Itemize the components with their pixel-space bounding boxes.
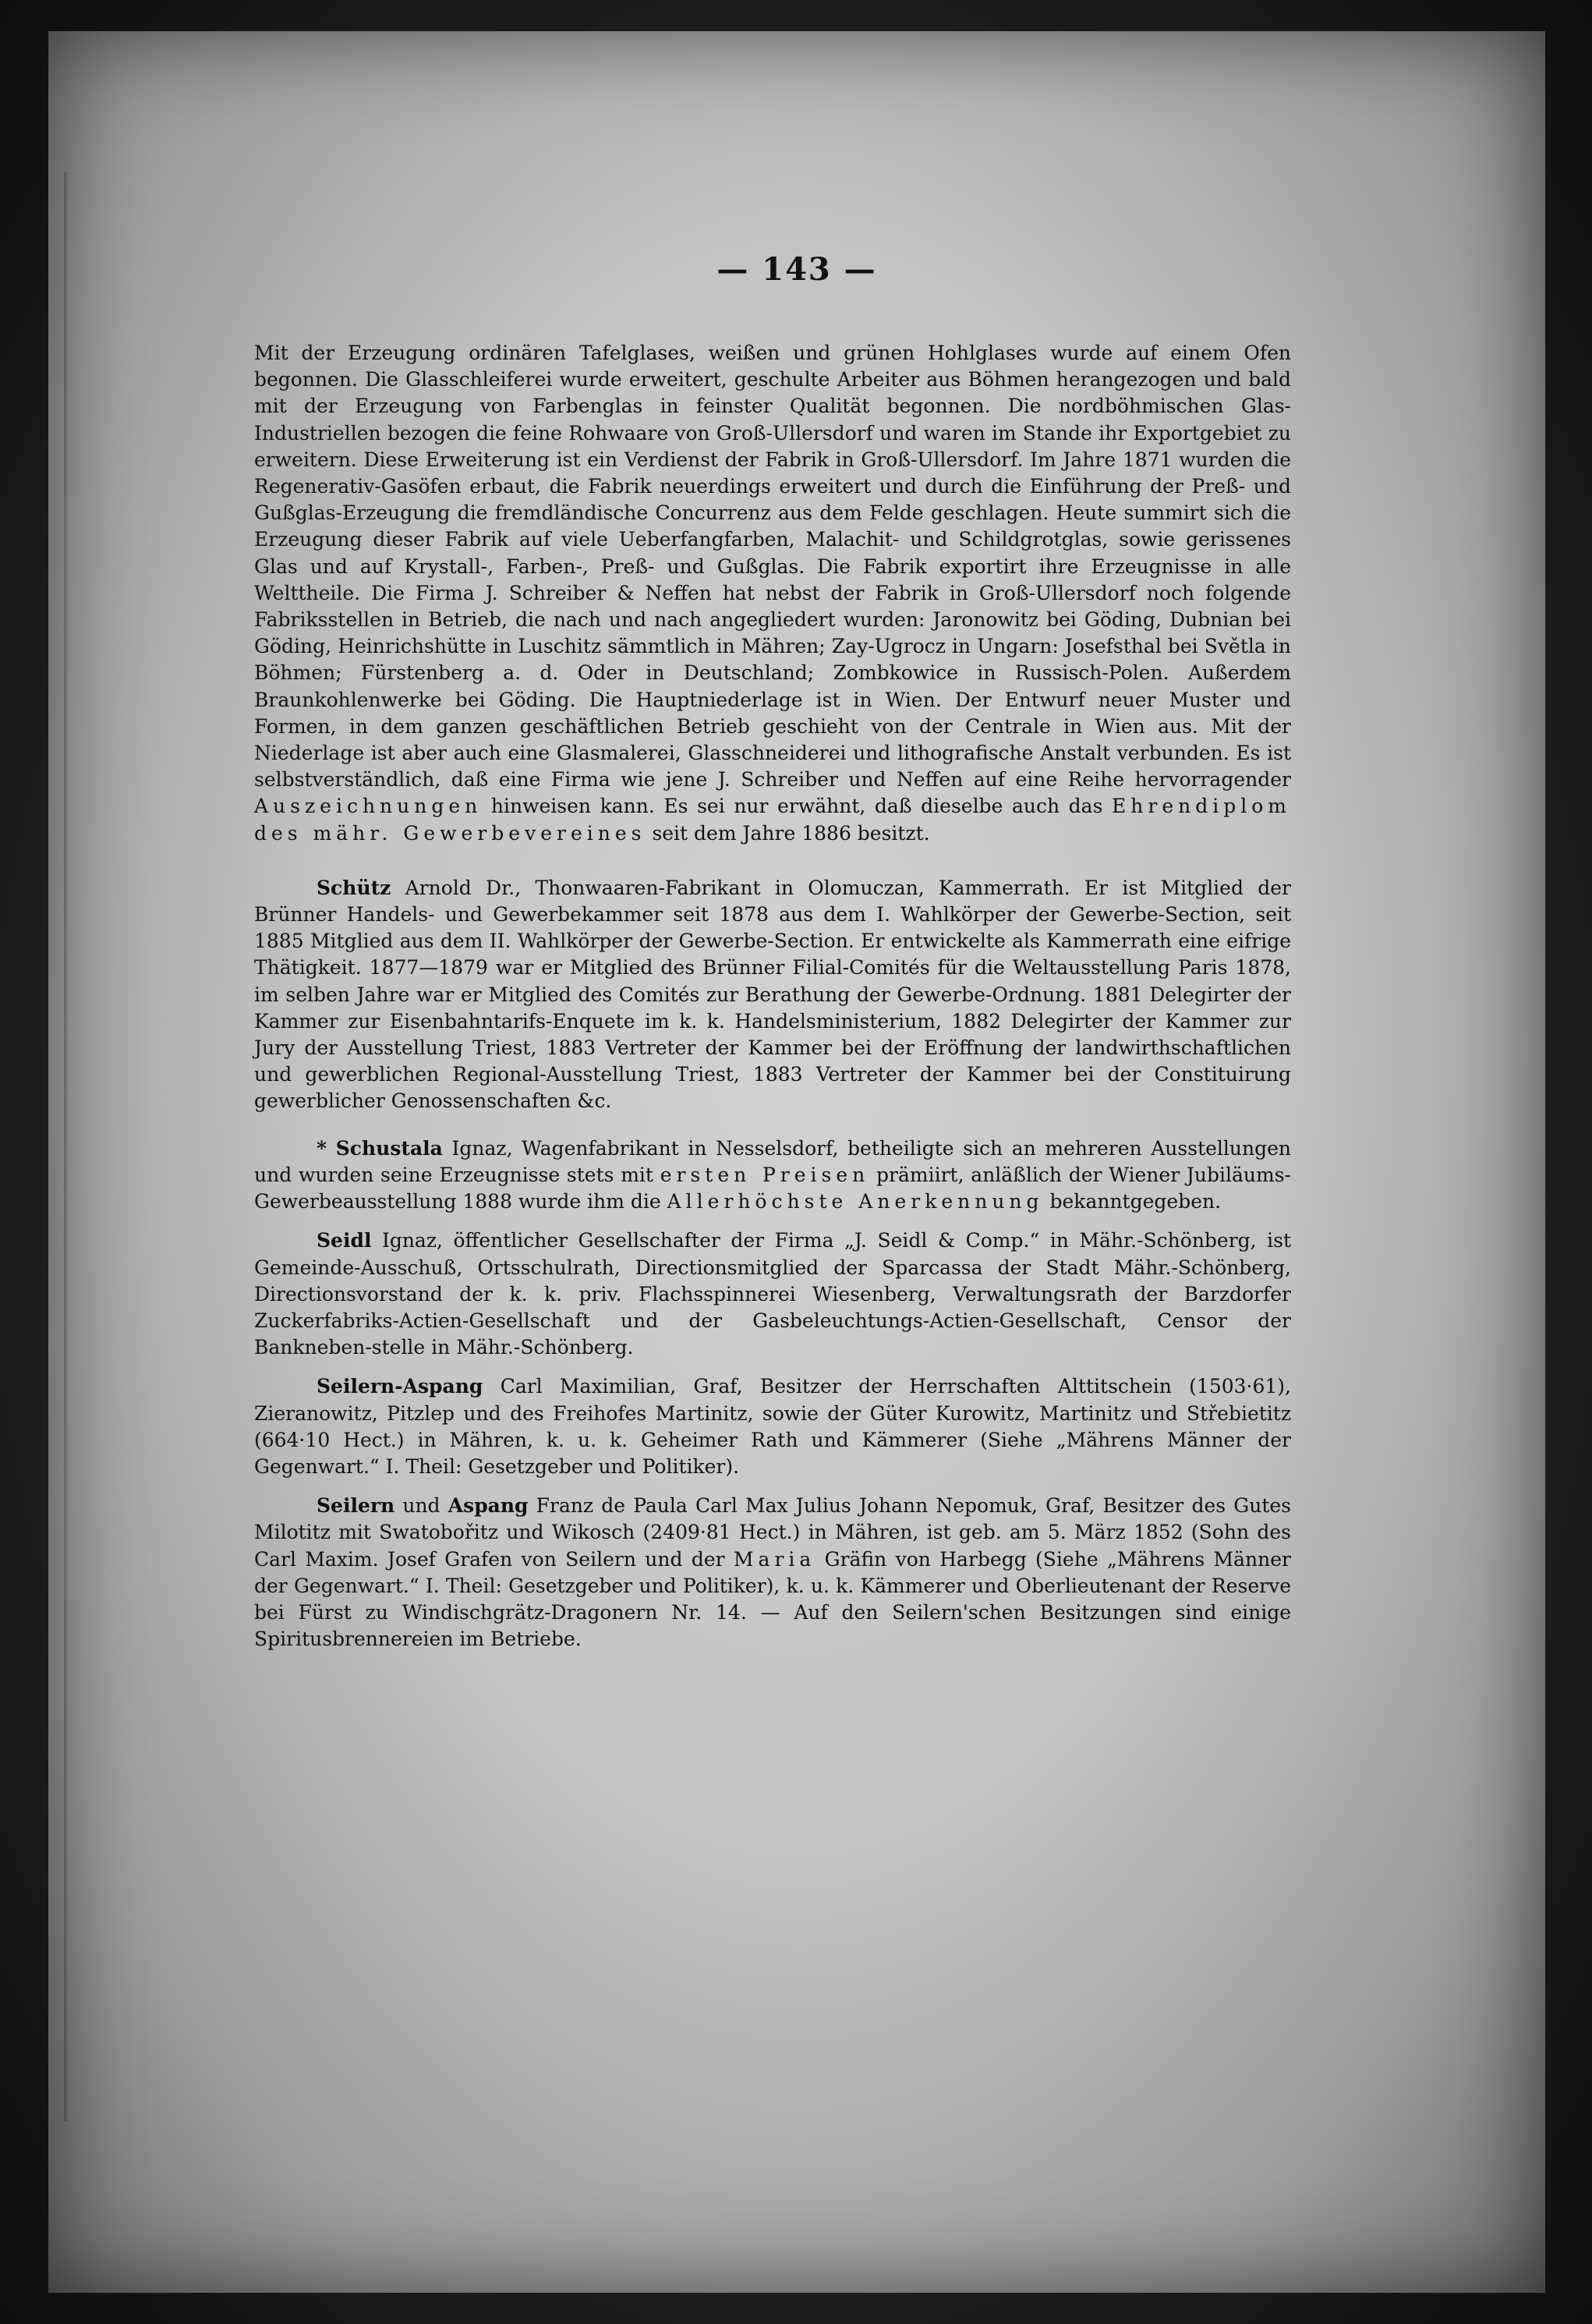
- entry-asterisk: *: [317, 1136, 327, 1160]
- entry-name: Seilern: [317, 1494, 395, 1518]
- entry-text: Gräfin von Harbegg (Siehe „Mährens Männer der Gegenwart.“ I. Theil: Gesetzgeber und Politiker), k. u. k. Kämmerer und Oberlieutenant der Reserve bei Fürst zu Windischgrätz-Dragonern Nr. 14. — Auf den Seilern'schen Besitzungen sind einige Spiritusbrennereien im Betriebe.: [254, 1547, 1292, 1651]
- paragraph-text: hinweisen kann. Es sei nur erwähnt, daß dieselbe auch das: [490, 795, 1103, 818]
- page-fold-shadow: [64, 172, 69, 2121]
- spaced-emphasis: ersten Preisen: [660, 1163, 870, 1186]
- entry-text: Franz de Paula Carl Max Julius Johann Nepomuk, Graf, Besitzer des Gutes Milotitz mit Swatobořitz und Wikosch (2409·81 Hect.) in Mähren, ist geb. am 5. März 1852 (Sohn des Carl Maxim. Josef Grafen von Seilern und der: [254, 1494, 1291, 1571]
- entry-name: Schustala: [335, 1136, 443, 1160]
- entry-text: Ignaz, Wagenfabrikant in Nesselsdorf, betheiligte sich an mehreren Ausstellungen und wurden seine Erzeugnisse stets mit: [254, 1136, 1291, 1186]
- paragraph-text: Mit der Erzeugung ordinären Tafelglases, weißen und grünen Hohlglases wurde auf einem Ofen begonnen. Die Glasschleiferei wurde erweitert, geschulte Arbeiter aus Böhmen herangezogen und bald mit der Erzeugung von Farbenglas in feinster Qualität begonnen. Die nordböhmischen Glas-Industriellen bezogen die feine Rohwaare von Groß-Ullersdorf und waren im Stande ihr Exportgebiet zu erweitern. Diese Erweiterung ist ein Verdienst der Fabrik in Groß-Ullersdorf. Im Jahre 1871 wurden die Regenerativ-Gasöfen erbaut, die Fabrik neuerdings erweitert und durch die Einführung der Preß- und Gußglas-Erzeugung die fremdländische Concurrenz aus dem Felde geschlagen. Heute summirt sich die Erzeugung dieser Fabrik auf viele Ueberfangfarben, Malachit- und Schildgrotglas, sowie gerissenes Glas und auf Krystall-, Farben-, Preß- und Gußglas. Die Fabrik exportirt ihre Erzeugnisse in alle Welttheile. Die Firma J. Schreiber & Neffen hat nebst der Fabrik in Groß-Ullersdorf noch folgende Fabriksstellen in Betrieb, die nach und nach angegliedert wurden: Jaronowitz bei Göding, Dubnian bei Göding, Heinrichshütte in Luschitz sämmtlich in Mähren; Zay-Ugrocz in Ungarn: Josefsthal bei Světla in Böhmen; Fürstenberg a. d. Oder in Deutschland; Zombkowice in Russisch-Polen. Außerdem Braunkohlenwerke bei Göding. Die Hauptniederlage ist in Wien. Der Entwurf neuer Muster und Formen, in dem ganzen geschäftlichen Betrieb geschieht von der Centrale in Wien aus. Mit der Niederlage ist aber auch eine Glasmalerei, Glasschneiderei und lithografische Anstalt verbunden. Es ist selbstverständlich, daß eine Firma wie jene J. Schreiber und Neffen auf eine Reihe hervorragender: [254, 342, 1291, 792]
- entry-text: Ignaz, öffentlicher Gesellschafter der Firma „J. Seidl & Comp.“ in Mähr.-Schönberg, ist Gemeinde-Ausschuß, Ortsschulrath, Directionsmitglied der Sparcassa der Stadt Mähr.-Schönberg, Directionsvorstand der k. k. priv. Flachsspinnerei Wiesenberg, Verwaltungsrath der Barzdorfer Zuckerfabriks-Actien-Gesellschaft und der Gasbeleuchtungs-Actien-Gesellschaft, Censor der Bankneben-stelle in Mähr.-Schönberg.: [254, 1229, 1291, 1359]
- spaced-emphasis: Allerhöchste Anerkennung: [667, 1190, 1044, 1213]
- page-number: — 143 —: [716, 251, 877, 288]
- entry-text: Arnold Dr., Thonwaaren-Fabrikant in Olomuczan, Kammerrath. Er ist Mitglied der Brünner Handels- und Gewerbekammer seit 1878 aus dem I. Wahlkörper der Gewerbe-Section, seit 1885 Mitglied aus dem II. Wahlkörper der Gewerbe-Section. Er entwickelte als Kammerrath eine eifrige Thätigkeit. 1877—1879 war er Mitglied des Brünner Filial-Comités für die Weltausstellung Paris 1878, im selben Jahre war er Mitglied des Comités zur Berathung der Gewerbe-Ordnung. 1881 Delegirter der Kammer zur Eisenbahntarifs-Enquete im k. k. Handelsministerium, 1882 Delegirter der Kammer zur Jury der Ausstellung Triest, 1883 Vertreter der Kammer bei der Eröffnung der landwirthschaftlichen und gewerblichen Regional-Ausstellung Triest, 1883 Vertreter der Kammer bei der Constituirung gewerblicher Genossenschaften &c.: [254, 876, 1291, 1113]
- entry-name: Seilern-Aspang: [317, 1375, 483, 1398]
- paragraph-text: seit dem Jahre 1886 besitzt.: [652, 821, 930, 845]
- book-page: [48, 31, 1545, 2293]
- spaced-emphasis: Ehrendiplom des mähr. Gewerbevereines: [254, 795, 1291, 845]
- spaced-emphasis: Auszeichnungen: [254, 795, 483, 818]
- entry-text: Carl Maximilian, Graf, Besitzer der Herrschaften Alttitschein (1503·61), Zieranowitz, Pitzlep und des Freihofes Martinitz, sowie der Güter Kurowitz, Martinitz und Střebietitz (664·10 Hect.) in Mähren, k. u. k. Geheimer Rath und Kämmerer (Siehe „Mährens Männer der Gegenwart.“ I. Theil: Gesetzgeber und Politiker).: [254, 1375, 1292, 1478]
- spaced-emphasis: Maria: [733, 1547, 816, 1571]
- entry-seilern-aspang-carl: [254, 1373, 1291, 1480]
- entry-text: prämiirt, anläßlich der Wiener Jubiläums-Gewerbeausstellung 1888 wurde ihm die: [254, 1163, 1291, 1213]
- entry-schustala: [254, 1135, 1291, 1216]
- entry-name: Seidl: [317, 1229, 372, 1252]
- entry-text: bekanntgegeben.: [1049, 1190, 1222, 1213]
- main-text: [254, 340, 1291, 1653]
- entry-name: Schütz: [317, 876, 391, 899]
- entry-seilern-aspang-franz: [254, 1493, 1291, 1653]
- entry-name: Aspang: [448, 1494, 529, 1518]
- entry-connector: und: [402, 1494, 440, 1518]
- paragraph-glass-factory: [254, 340, 1291, 847]
- entry-seidl: [254, 1228, 1291, 1361]
- entry-schuetz: [254, 875, 1291, 1115]
